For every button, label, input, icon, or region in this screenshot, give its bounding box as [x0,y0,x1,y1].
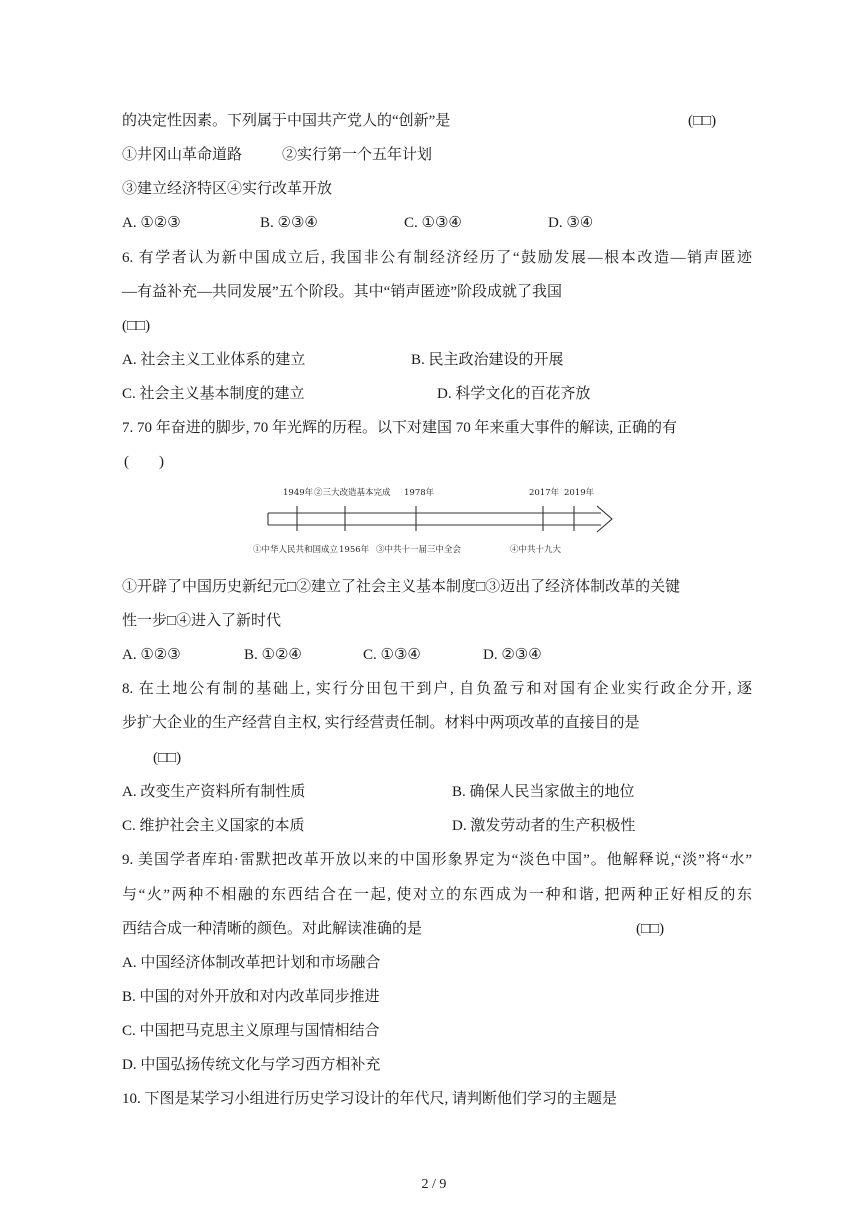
q6-answer-bracket: (□□) [122,318,151,334]
page-number: 2 / 9 [421,1177,447,1192]
timeline-top-label-1949: 1949年 [283,488,314,498]
q7-answer-bracket: ( ) [124,454,164,470]
q9-answer-bracket: (□□) [636,921,665,937]
timeline-figure [245,478,625,568]
timeline-top-label-2017: 2017年 [529,488,560,498]
q6-stem-line-1: 6. 有学者认为新中国成立后, 我国非公有制经济经历了“鼓励发展—根本改造—销声匿迹 [122,250,752,266]
q9-stem-line-3: 西结合成一种清晰的颜色。对此解读准确的是 [122,921,423,937]
q5-option-d: D. ③④ [548,215,594,231]
q5-option-b: B. ②③④ [260,215,318,231]
q6-option-c: C. 社会主义基本制度的建立 [122,386,305,402]
q8-stem-line-1: 8. 在土地公有制的基础上, 实行分田包干到户, 自负盈亏和对国有企业实行政企分开, 逐 [122,681,752,697]
q5-statement-3-4: ③建立经济特区④实行改革开放 [122,181,333,197]
q7-statements-line-1: ①开辟了中国历史新纪元□②建立了社会主义基本制度□③迈出了经济体制改革的关键 [122,579,681,595]
q9-option-c: C. 中国把马克思主义原理与国情相结合 [122,1023,380,1039]
q9-option-a: A. 中国经济体制改革把计划和市场融合 [122,955,381,971]
q8-option-a: A. 改变生产资料所有制性质 [122,784,306,800]
timeline-top-label-three-transformations: ②三大改造基本完成 [314,488,391,498]
q7-option-a: A. ①②③ [122,647,181,663]
q5-statement-1: ①井冈山革命道路 [122,147,243,163]
q5-stem-end: 的决定性因素。下列属于中国共产党人的“创新”是 [122,113,451,129]
timeline-top-label-2019: 2019年 [564,488,595,498]
timeline-bottom-label-19th-congress: ④中共十九大 [510,545,562,555]
timeline-bottom-label-third-plenum: ③中共十一届三中全会 [376,545,462,555]
q8-option-b: B. 确保人民当家做主的地位 [452,784,635,800]
timeline-bottom-label-prc-founding: ①中华人民共和国成立 [253,545,339,555]
q9-stem-line-1: 9. 美国学者库珀·雷默把改革开放以来的中国形象界定为“淡色中国”。他解释说,“淡”将“水” [122,852,752,868]
timeline-bottom-label-1956: 1956年 [339,545,370,555]
q9-stem-line-2: 与“火”两种不相融的东西结合在一起, 使对立的东西成为一种和谐, 把两种正好相反的东 [122,887,752,903]
q7-stem: 7. 70 年奋进的脚步, 70 年光辉的历程。以下对建国 70 年来重大事件的解读, 正确的有 [122,420,678,436]
q8-answer-bracket: (□□) [153,750,182,766]
q6-option-b: B. 民主政治建设的开展 [411,352,564,368]
q7-statements-line-2: 性一步□④进入了新时代 [122,613,282,629]
q8-option-d: D. 激发劳动者的生产积极性 [452,818,636,834]
q8-stem-line-2: 步扩大企业的生产经营自主权, 实行经营责任制。材料中两项改革的直接目的是 [122,715,640,731]
timeline-top-label-1978: 1978年 [404,488,435,498]
q5-option-a: A. ①②③ [122,215,181,231]
q9-option-b: B. 中国的对外开放和对内改革同步推进 [122,989,380,1005]
q6-option-d: D. 科学文化的百花齐放 [437,386,591,402]
q8-option-c: C. 维护社会主义国家的本质 [122,818,305,834]
q5-option-c: C. ①③④ [404,215,462,231]
q7-option-c: C. ①③④ [363,647,421,663]
q9-option-d: D. 中国弘扬传统文化与学习西方相补充 [122,1057,381,1073]
q5-answer-bracket: (□□) [688,113,717,129]
q6-option-a: A. 社会主义工业体系的建立 [122,352,306,368]
q10-stem: 10. 下图是某学习小组进行历史学习设计的年代尺, 请判断他们学习的主题是 [122,1091,618,1107]
q5-statement-2: ②实行第一个五年计划 [282,147,433,163]
q7-option-d: D. ②③④ [483,647,542,663]
q7-option-b: B. ①②④ [244,647,302,663]
q6-stem-line-2: —有益补充—共同发展”五个阶段。其中“销声匿迹”阶段成就了我国 [122,284,562,300]
